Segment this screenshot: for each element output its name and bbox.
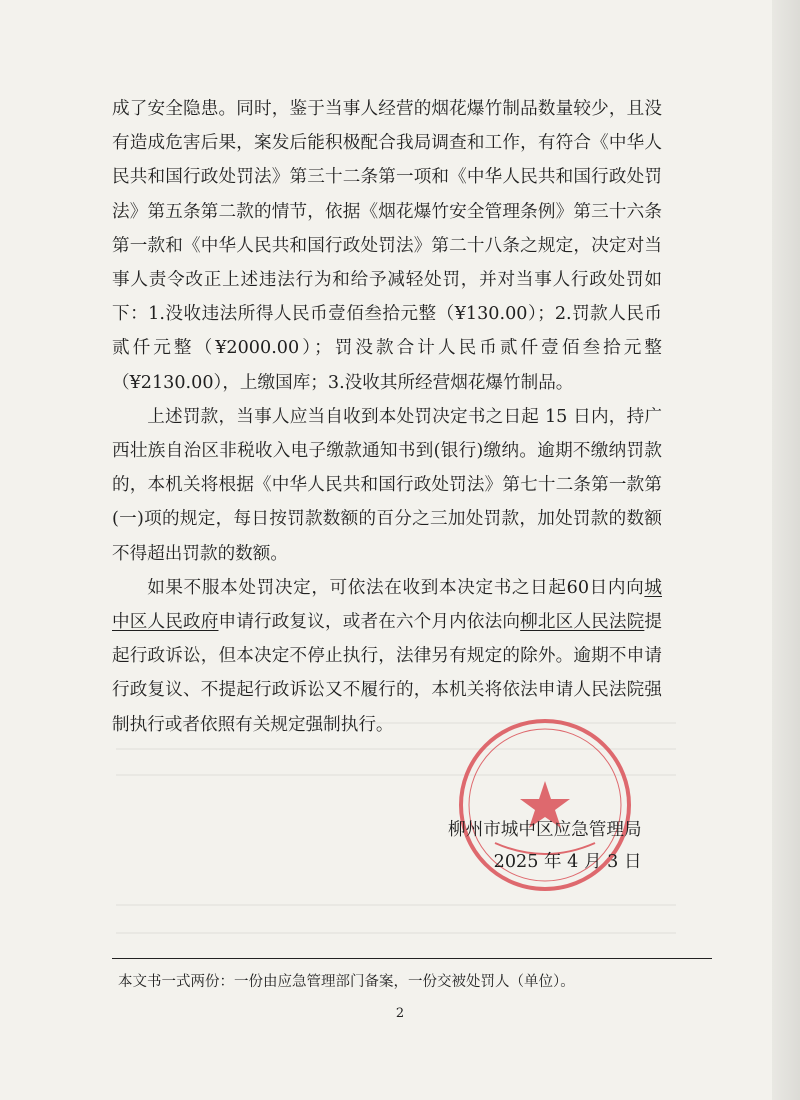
signature-block (448, 814, 642, 878)
bleed-through-line (116, 932, 676, 934)
footnote-divider (112, 958, 712, 959)
bleed-through-line (116, 904, 676, 906)
appeal-text-2: 申请行政复议，或者在六个月内依法向 (218, 612, 521, 633)
issue-date: 2025 年 4 月 3 日 (493, 852, 642, 872)
court-name: 柳北区人民法院 (520, 612, 645, 633)
penalty-paragraph: 成了安全隐患。同时，鉴于当事人经营的烟花爆竹制品数量较少，且没有造成危害后果，案发后能积极配合我局调查和工作，有符合《中华人民共和国行政处罚法》第三十二条第一项和《中华人民共和国行政处罚法》第五条第二款的情节，依据《烟花爆竹安全管理条例》第三十六条第一款和《中华人民共和国行政处罚法》第二十八条之规定，决定对当事人责令改正上述违法行为和给予减轻处罚，并对当事人行政处罚如下：1.没收违法所得人民币壹佰叁拾元整（¥130.00）；2.罚款人民币贰仟元整（¥2000.00）；罚没款合计人民币贰仟壹佰叁拾元整（¥2130.00），上缴国库；3.没收其所经营烟花爆竹制品。 (112, 99, 662, 393)
payment-paragraph: 上述罚款，当事人应当自收到本处罚决定书之日起 15 日内，持广西壮族自治区非税收入电子缴款通知书到(银行)缴纳。逾期不缴纳罚款的，本机关将根据《中华人民共和国行政处罚法》第七十二条第一款第(一)项的规定，每日按罚款数额的百分之三加处罚款，加处罚款的数额不得超出罚款的数额。 (112, 406, 662, 564)
appeal-text-1: 如果不服本处罚决定，可依法在收到本决定书之日起60日内向 (147, 577, 645, 598)
page-number: 2 (395, 1006, 405, 1021)
review-authority: 城中区人民政府 (112, 577, 662, 633)
page-edge (772, 0, 800, 1100)
footnote: 本文书一式两份：一份由应急管理部门备案，一份交被处罚人（单位）。 (118, 974, 575, 990)
issuing-organization: 柳州市城中区应急管理局 (448, 820, 642, 840)
appeal-text-3: 提起行政诉讼，但本决定不停止执行，法律另有规定的除外。逾期不申请行政复议、不提起行政诉讼又不履行的，本机关将依法申请人民法院强制执行或者依照有关规定强制执行。 (112, 612, 662, 735)
document-body (112, 92, 662, 742)
